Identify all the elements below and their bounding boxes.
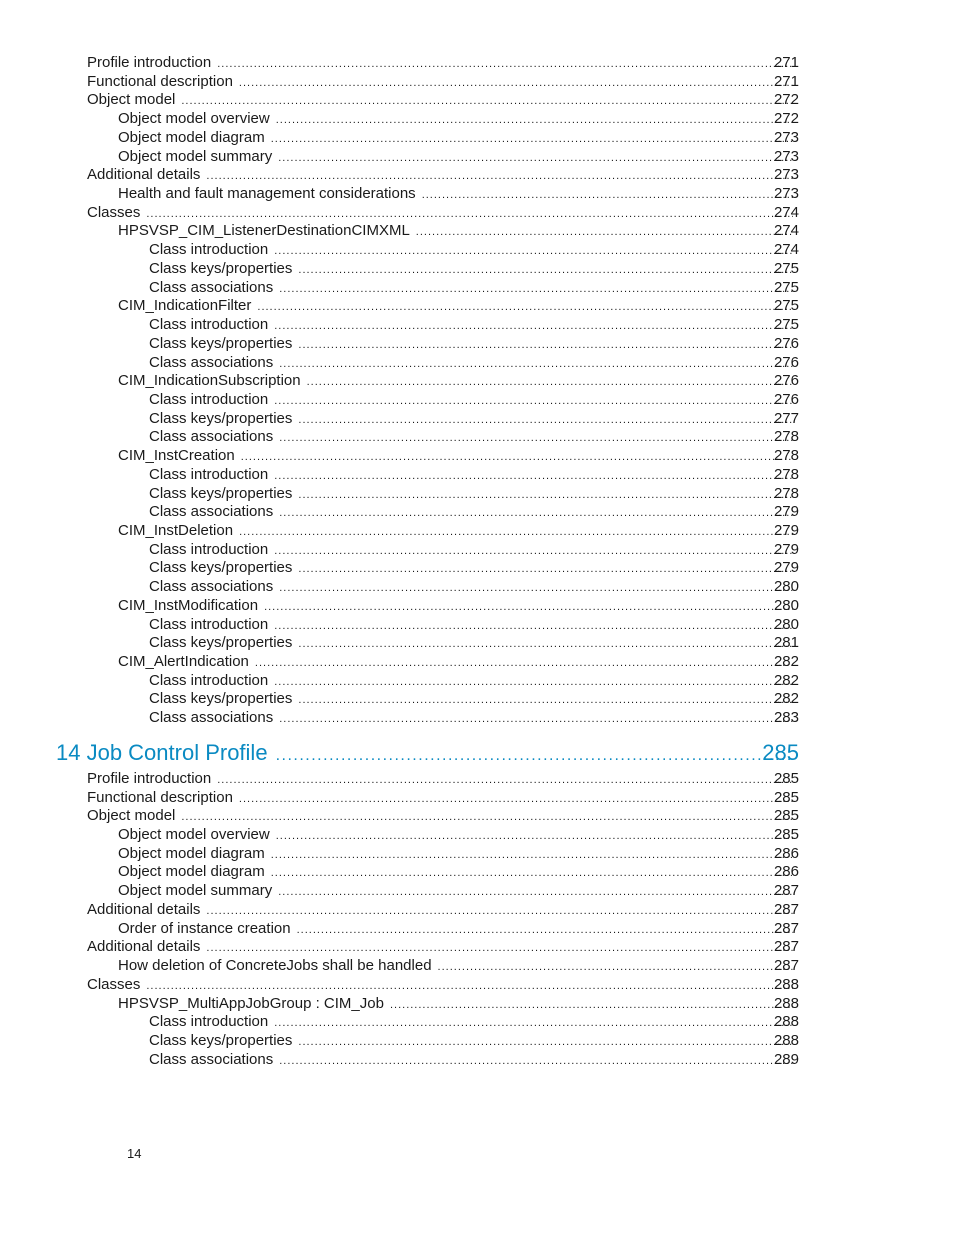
toc-entry-label: Object model diagram bbox=[118, 844, 265, 862]
toc-entry-page-number: 275 bbox=[773, 316, 799, 334]
toc-entry[interactable] bbox=[0, 826, 954, 845]
dot-leader bbox=[276, 111, 793, 130]
toc-entry-page-number: 288 bbox=[773, 1031, 799, 1049]
dot-leader bbox=[241, 448, 793, 467]
toc-entry-page-number: 289 bbox=[773, 1050, 799, 1068]
toc-entry-label: Class introduction bbox=[149, 316, 269, 334]
toc-entry-label: CIM_InstDeletion bbox=[118, 521, 234, 539]
toc-entry-label: Object model bbox=[87, 91, 176, 109]
toc-entry-label: Class associations bbox=[149, 503, 274, 521]
toc-entry-page-number: 277 bbox=[773, 409, 799, 427]
toc-entry-page-number: 280 bbox=[773, 615, 799, 633]
toc-entry[interactable] bbox=[0, 901, 954, 920]
toc-entry[interactable] bbox=[0, 920, 954, 939]
dot-leader bbox=[206, 167, 793, 186]
toc-entry-page-number: 287 bbox=[773, 957, 799, 975]
toc-entry[interactable] bbox=[0, 672, 954, 691]
dot-leader bbox=[297, 921, 793, 940]
toc-entry[interactable] bbox=[0, 73, 954, 92]
toc-entry[interactable] bbox=[0, 241, 954, 260]
toc-entry-label: Additional details bbox=[87, 938, 201, 956]
dot-leader bbox=[279, 1052, 793, 1071]
toc-entry-label: Functional description bbox=[87, 72, 233, 90]
toc-entry-label: Class associations bbox=[149, 709, 274, 727]
toc-entry-label: Class introduction bbox=[149, 390, 269, 408]
dot-leader bbox=[274, 467, 793, 486]
toc-entry[interactable] bbox=[0, 297, 954, 316]
toc-entry-label: CIM_IndicationFilter bbox=[118, 297, 252, 315]
toc-entry[interactable] bbox=[0, 653, 954, 672]
toc-entry-page-number: 280 bbox=[773, 596, 799, 614]
dot-leader bbox=[206, 939, 793, 958]
toc-entry-page-number: 278 bbox=[773, 484, 799, 502]
dot-leader bbox=[390, 996, 793, 1015]
toc-entry-label: Class keys/properties bbox=[149, 634, 293, 652]
toc-entry-page-number: 287 bbox=[773, 900, 799, 918]
dot-leader bbox=[279, 504, 793, 523]
toc-entry[interactable] bbox=[0, 1051, 954, 1070]
toc-entry[interactable] bbox=[0, 91, 954, 110]
dot-leader bbox=[422, 186, 793, 205]
dot-leader bbox=[271, 130, 793, 149]
toc-entry-label: Class associations bbox=[149, 578, 274, 596]
toc-entry-page-number: 275 bbox=[773, 278, 799, 296]
toc-entry-label: Object model diagram bbox=[118, 128, 265, 146]
dot-leader bbox=[206, 902, 793, 921]
toc-entry-page-number: 276 bbox=[773, 372, 799, 390]
toc-entry[interactable] bbox=[0, 995, 954, 1014]
toc-entry[interactable] bbox=[0, 466, 954, 485]
toc-entry-label: Profile introduction bbox=[87, 54, 212, 71]
toc-entry[interactable] bbox=[0, 522, 954, 541]
dot-leader bbox=[271, 846, 793, 865]
toc-entry-label: HPSVSP_CIM_ListenerDestinationCIMXML bbox=[118, 222, 410, 240]
toc-entry-label: CIM_InstModification bbox=[118, 596, 259, 614]
toc-entry[interactable] bbox=[0, 709, 954, 728]
toc-entry-page-number: 274 bbox=[773, 222, 799, 240]
toc-entry-label: Additional details bbox=[87, 166, 201, 184]
toc-entry[interactable] bbox=[0, 559, 954, 578]
toc-entry[interactable] bbox=[0, 578, 954, 597]
dot-leader bbox=[217, 771, 793, 790]
toc-entry-page-number: 282 bbox=[773, 690, 799, 708]
toc-entry[interactable] bbox=[0, 789, 954, 808]
dot-leader bbox=[416, 223, 793, 242]
toc-entry-label: Object model overview bbox=[118, 110, 270, 128]
toc-entry[interactable] bbox=[0, 957, 954, 976]
dot-leader bbox=[298, 411, 793, 430]
dot-leader bbox=[298, 560, 793, 579]
dot-leader bbox=[278, 883, 793, 902]
toc-entry-page-number: 274 bbox=[773, 203, 799, 221]
toc-entry[interactable] bbox=[0, 391, 954, 410]
toc-entry-page-number: 276 bbox=[773, 334, 799, 352]
toc-entry[interactable] bbox=[0, 372, 954, 391]
toc-entry[interactable] bbox=[0, 222, 954, 241]
toc-entry-page-number: 279 bbox=[773, 503, 799, 521]
toc-entry-page-number: 285 bbox=[773, 807, 799, 825]
dot-leader bbox=[438, 958, 793, 977]
toc-entry-label: Classes bbox=[87, 975, 141, 993]
toc-entry[interactable] bbox=[0, 1032, 954, 1051]
toc-entry-page-number: 288 bbox=[773, 1013, 799, 1031]
dot-leader bbox=[298, 635, 793, 654]
toc-entry-page-number: 285 bbox=[773, 826, 799, 844]
toc-entry-label: Class keys/properties bbox=[149, 409, 293, 427]
toc-entry[interactable] bbox=[0, 185, 954, 204]
toc-entry-page-number: 285 bbox=[773, 788, 799, 806]
toc-entry-label: Classes bbox=[87, 203, 141, 221]
toc-entry-page-number: 286 bbox=[773, 863, 799, 881]
toc-entry-page-number: 282 bbox=[773, 653, 799, 670]
toc-entry-label: CIM_InstCreation bbox=[118, 447, 235, 465]
toc-entry[interactable] bbox=[0, 503, 954, 522]
toc-entry-page-number: 283 bbox=[773, 709, 799, 727]
toc-entry-label: CIM_AlertIndication bbox=[118, 653, 249, 670]
toc-entry-label: Class keys/properties bbox=[149, 484, 293, 502]
toc-entry-label: How deletion of ConcreteJobs shall be handled bbox=[118, 957, 432, 975]
toc-entry-label: Class introduction bbox=[149, 241, 269, 259]
toc-entry[interactable] bbox=[0, 634, 954, 653]
dot-leader bbox=[274, 617, 793, 636]
toc-entry-page-number: 281 bbox=[773, 634, 799, 652]
toc-entry-label: Order of instance creation bbox=[118, 919, 291, 937]
toc-entry[interactable] bbox=[0, 863, 954, 882]
toc-entry[interactable] bbox=[0, 807, 954, 826]
toc-entry-page-number: 288 bbox=[773, 994, 799, 1012]
dot-leader bbox=[274, 242, 793, 261]
toc-entry-page-number: 280 bbox=[773, 578, 799, 596]
toc-section-before bbox=[0, 54, 954, 728]
dot-leader bbox=[279, 429, 793, 448]
toc-entry-page-number: 278 bbox=[773, 465, 799, 483]
dot-leader bbox=[274, 317, 793, 336]
toc-entry-page-number: 279 bbox=[773, 521, 799, 539]
toc-entry-page-number: 286 bbox=[773, 844, 799, 862]
dot-leader bbox=[279, 579, 793, 598]
toc-entry[interactable] bbox=[0, 279, 954, 298]
toc-entry-page-number: 276 bbox=[773, 390, 799, 408]
toc-entry[interactable] bbox=[0, 410, 954, 429]
chapter-page-number[interactable]: 285 bbox=[762, 739, 799, 765]
page-number: 14 bbox=[127, 1146, 142, 1161]
dot-leader bbox=[298, 486, 793, 505]
toc-entry-page-number: 273 bbox=[773, 147, 799, 165]
dot-leader bbox=[239, 790, 793, 809]
toc-entry-page-number: 282 bbox=[773, 671, 799, 689]
dot-leader bbox=[298, 261, 793, 280]
toc-entry-label: Class keys/properties bbox=[149, 690, 293, 708]
toc-entry-label: Class associations bbox=[149, 1050, 274, 1068]
toc-entry-page-number: 278 bbox=[773, 447, 799, 465]
toc-entry-page-number: 273 bbox=[773, 166, 799, 184]
dot-leader bbox=[146, 205, 793, 224]
toc-entry-label: Class associations bbox=[149, 278, 274, 296]
toc-entry-label: HPSVSP_MultiAppJobGroup : CIM_Job bbox=[118, 994, 384, 1012]
toc-entry-label: Class introduction bbox=[149, 465, 269, 483]
toc-entry-page-number: 273 bbox=[773, 128, 799, 146]
dot-leader bbox=[279, 355, 793, 374]
toc-entry[interactable] bbox=[0, 485, 954, 504]
toc-entry-label: Class introduction bbox=[149, 615, 269, 633]
toc-entry-label: CIM_IndicationSubscription bbox=[118, 372, 301, 390]
toc-entry-page-number: 285 bbox=[773, 769, 799, 787]
toc-entry[interactable] bbox=[0, 938, 954, 957]
toc-entry[interactable] bbox=[0, 447, 954, 466]
dot-leader bbox=[274, 542, 793, 561]
dot-leader bbox=[271, 864, 793, 883]
toc-entry-page-number: 275 bbox=[773, 259, 799, 277]
toc-entry[interactable] bbox=[0, 845, 954, 864]
toc-entry-label: Additional details bbox=[87, 900, 201, 918]
dot-leader bbox=[264, 598, 793, 617]
dot-leader bbox=[298, 336, 793, 355]
dot-leader bbox=[217, 55, 793, 74]
toc-entry-label: Health and fault management considerations bbox=[118, 185, 416, 203]
toc-entry-label: Object model bbox=[87, 807, 176, 825]
toc-entry-label: Class associations bbox=[149, 353, 274, 371]
toc-entry[interactable] bbox=[0, 316, 954, 335]
toc-entry[interactable] bbox=[0, 54, 954, 73]
chapter-title[interactable]: 14 Job Control Profile bbox=[56, 739, 268, 765]
toc-entry[interactable] bbox=[0, 616, 954, 635]
toc-entry[interactable] bbox=[0, 148, 954, 167]
dot-leader bbox=[298, 1033, 793, 1052]
toc-entry-label: Object model diagram bbox=[118, 863, 265, 881]
toc-entry[interactable] bbox=[0, 166, 954, 185]
toc-entry[interactable] bbox=[0, 110, 954, 129]
toc-entry-page-number: 272 bbox=[773, 110, 799, 128]
toc-entry-page-number: 273 bbox=[773, 185, 799, 203]
toc-entry-page-number: 278 bbox=[773, 428, 799, 446]
toc-entry-page-number: 287 bbox=[773, 919, 799, 937]
toc-entry-page-number: 279 bbox=[773, 540, 799, 558]
dot-leader bbox=[257, 298, 793, 317]
toc-entry-label: Class associations bbox=[149, 428, 274, 446]
dot-leader bbox=[276, 827, 793, 846]
toc-entry-page-number: 275 bbox=[773, 297, 799, 315]
toc-entry[interactable] bbox=[0, 335, 954, 354]
dot-leader bbox=[279, 710, 793, 729]
dot-leader bbox=[274, 1014, 793, 1033]
toc-entry-page-number: 276 bbox=[773, 353, 799, 371]
dot-leader bbox=[146, 977, 793, 996]
toc-entry[interactable] bbox=[0, 541, 954, 560]
toc-entry-page-number: 279 bbox=[773, 559, 799, 577]
toc-entry-label: Class introduction bbox=[149, 671, 269, 689]
dot-leader bbox=[298, 691, 793, 710]
dot-leader bbox=[274, 673, 793, 692]
dot-leader bbox=[274, 392, 793, 411]
toc-entry-label: Profile introduction bbox=[87, 769, 212, 787]
toc-entry[interactable] bbox=[0, 976, 954, 995]
dot-leader bbox=[181, 92, 793, 111]
toc-entry-label: Class introduction bbox=[149, 540, 269, 558]
dot-leader bbox=[276, 741, 791, 771]
table-of-contents bbox=[0, 54, 954, 1069]
toc-entry-page-number: 271 bbox=[773, 72, 799, 90]
toc-entry[interactable] bbox=[0, 690, 954, 709]
dot-leader bbox=[181, 808, 793, 827]
toc-entry[interactable] bbox=[0, 260, 954, 279]
toc-entry[interactable] bbox=[0, 204, 954, 223]
toc-entry-label: Object model summary bbox=[118, 147, 273, 165]
toc-section-after bbox=[0, 770, 954, 1070]
dot-leader bbox=[278, 149, 793, 168]
toc-entry[interactable] bbox=[0, 428, 954, 447]
toc-entry-label: Class keys/properties bbox=[149, 1031, 293, 1049]
chapter-heading[interactable] bbox=[0, 738, 954, 768]
toc-entry-page-number: 288 bbox=[773, 975, 799, 993]
toc-entry[interactable] bbox=[0, 882, 954, 901]
toc-entry[interactable] bbox=[0, 770, 954, 789]
toc-entry-page-number: 271 bbox=[773, 54, 799, 71]
toc-entry-page-number: 287 bbox=[773, 882, 799, 900]
dot-leader bbox=[279, 280, 793, 299]
dot-leader bbox=[307, 373, 793, 392]
toc-entry-label: Class keys/properties bbox=[149, 334, 293, 352]
toc-entry-label: Class keys/properties bbox=[149, 259, 293, 277]
dot-leader bbox=[239, 74, 793, 93]
toc-entry-label: Object model overview bbox=[118, 826, 270, 844]
toc-entry[interactable] bbox=[0, 129, 954, 148]
toc-entry-page-number: 272 bbox=[773, 91, 799, 109]
toc-entry-label: Object model summary bbox=[118, 882, 273, 900]
toc-entry[interactable] bbox=[0, 597, 954, 616]
toc-entry-page-number: 274 bbox=[773, 241, 799, 259]
toc-entry-page-number: 287 bbox=[773, 938, 799, 956]
toc-entry-label: Class introduction bbox=[149, 1013, 269, 1031]
toc-entry[interactable] bbox=[0, 354, 954, 373]
dot-leader bbox=[255, 654, 793, 673]
toc-entry-label: Class keys/properties bbox=[149, 559, 293, 577]
dot-leader bbox=[239, 523, 793, 542]
toc-entry-label: Functional description bbox=[87, 788, 233, 806]
toc-entry[interactable] bbox=[0, 1013, 954, 1032]
